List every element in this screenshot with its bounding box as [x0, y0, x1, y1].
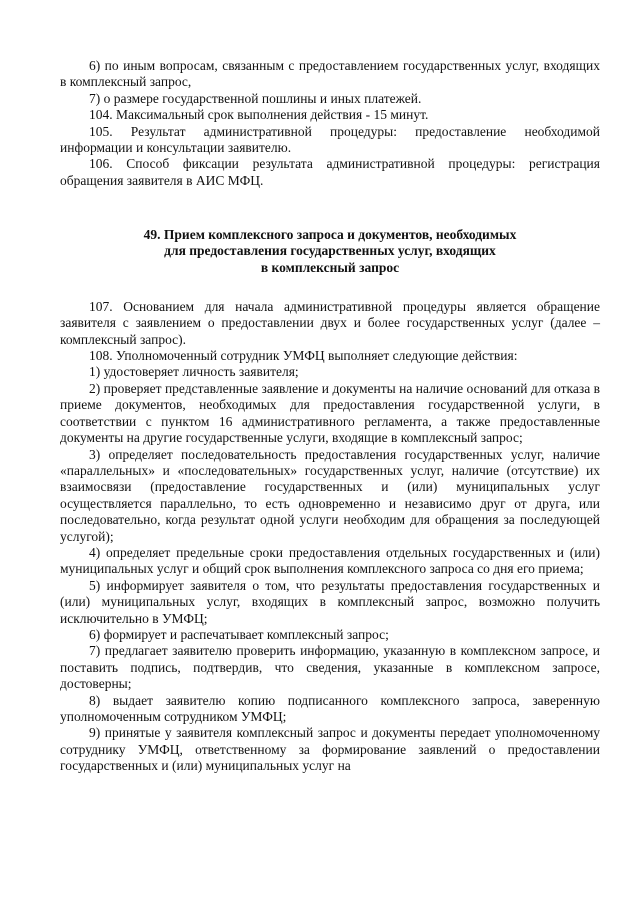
paragraph: 7) предлагает заявителю проверить информацию, указанную в комплексном запросе, и поставить подпись, подтвердив, что сведения, указанные в комплексном запросе, достоверны;: [60, 643, 600, 692]
paragraph: 4) определяет предельные сроки предоставления отдельных государственных и (или) муниципальных услуг и общий срок выполнения комплексного запроса со дня его приема;: [60, 544, 600, 577]
paragraph: 6) формирует и распечатывает комплексный запрос;: [89, 626, 389, 642]
paragraph: 104. Максимальный срок выполнения действия - 15 минут.: [89, 107, 429, 123]
paragraph: 105. Результат административной процедуры: предоставление необходимой информации и консультации заявителю.: [60, 123, 600, 156]
paragraph: 108. Уполномоченный сотрудник УМФЦ выполняет следующие действия:: [89, 348, 518, 364]
paragraph: 2) проверяет представленные заявление и документы на наличие оснований для отказа в приеме документов, необходимых для предоставления государственной услуги, в соответствии с пунктом 16 административного регламента, а также предоставленные документы на другие государственные услуги, входящие в комплексный запрос;: [60, 380, 600, 446]
section-title-line: для предоставления государственных услуг, входящих: [164, 243, 496, 259]
document-page: [60, 58, 600, 775]
paragraph: 1) удостоверяет личность заявителя;: [89, 364, 299, 380]
paragraph: 9) принятые у заявителя комплексный запрос и документы передает уполномоченному сотруднику УМФЦ, ответственному за формирование заявлений о предоставлении государственных и (или) муниципальных услуг на: [60, 725, 600, 774]
paragraph: 5) информирует заявителя о том, что результаты предоставления государственных и (или) муниципальных услуг, входящих в комплексный запрос, возможно получить исключительно в УМФЦ;: [60, 577, 600, 626]
paragraphs-bottom: [60, 299, 600, 775]
section-title-line: в комплексный запрос: [260, 259, 400, 275]
paragraph: 6) по иным вопросам, связанным с предоставлением государственных услуг, входящих в комплексный запрос,: [60, 58, 600, 90]
paragraph: 7) о размере государственной пошлины и иных платежей.: [89, 90, 422, 106]
paragraph: 8) выдает заявителю копию подписанного комплексного запроса, заверенную уполномоченным сотрудником УМФЦ;: [60, 692, 600, 725]
section-title: [60, 227, 600, 276]
paragraph: 107. Основанием для начала административной процедуры является обращение заявителя с заявлением о предоставлении двух и более государственных услуг (далее – комплексный запрос).: [60, 298, 600, 347]
paragraph: 106. Способ фиксации результата административной процедуры: регистрация обращения заявителя в АИС МФЦ.: [60, 156, 600, 188]
paragraph: 3) определяет последовательность предоставления государственных услуг, наличие «параллельных» и «последовательных» государственных услуг, наличие (отсутствие) их взаимосвязи (предоставление государственных и (или) муниципальных услуг осуществляется параллельно, то есть одновременно и независимо друг от друга, или последовательно, когда результат одной услуги необходим для обращения за последующей услугой);: [60, 446, 600, 544]
paragraphs-top: [60, 58, 600, 189]
section-title-line: 49. Прием комплексного запроса и документов, необходимых: [143, 227, 517, 243]
